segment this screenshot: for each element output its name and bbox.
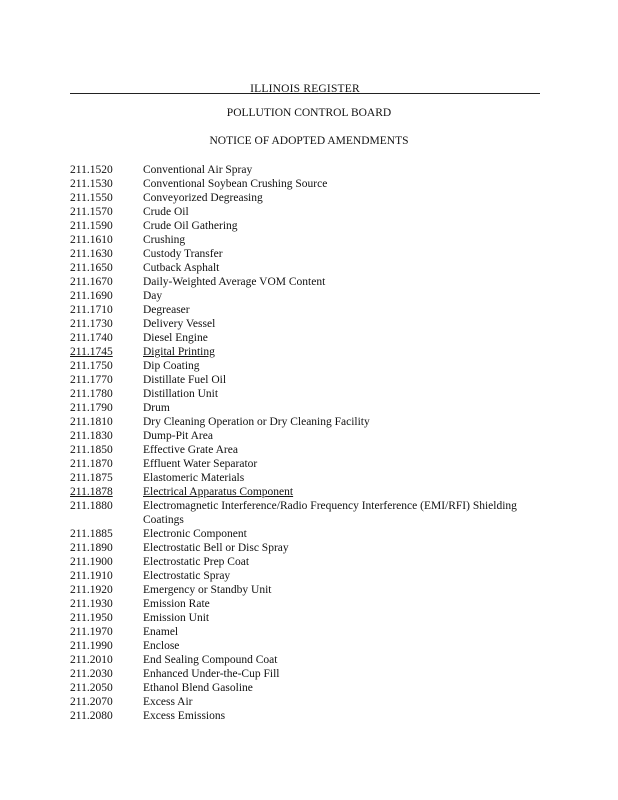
section-number: 211.1930 [70,598,113,610]
definition-row [70,499,550,527]
definition-term: Degreaser [143,304,190,316]
register-header-rule [70,79,540,94]
notice-title: NOTICE OF ADOPTED AMENDMENTS [209,135,409,147]
definition-row [70,387,550,401]
section-number: 211.1610 [70,234,113,246]
section-number: 211.1730 [70,318,113,330]
definition-term: Electrostatic Prep Coat [143,556,250,568]
section-number: 211.1590 [70,220,113,232]
definitions-list [70,163,550,723]
definition-term: Crude Oil [143,206,189,218]
definition-row [70,373,550,387]
definition-row [70,681,550,695]
definition-term: End Sealing Compound Coat [143,654,278,666]
definition-row [70,541,550,555]
agency-name: POLLUTION CONTROL BOARD [226,107,392,119]
definition-row [70,345,550,359]
definition-term: Crude Oil Gathering [143,220,238,232]
definition-row [70,709,550,723]
definition-row [70,429,550,443]
definition-row [70,359,550,373]
definition-row [70,205,550,219]
definition-term: Drum [143,402,170,414]
definition-row [70,485,550,499]
definition-row [70,191,550,205]
definition-row [70,317,550,331]
definition-row [70,527,550,541]
section-number: 211.1770 [70,374,113,386]
definition-row [70,275,550,289]
definition-term: Crushing [143,234,186,246]
definition-term: Daily-Weighted Average VOM Content [143,276,326,288]
definition-term: Day [143,290,163,302]
definition-row [70,331,550,345]
register-title: ILLINOIS REGISTER [250,83,360,95]
definition-term: Elastomeric Materials [143,472,245,484]
definition-term: Electrostatic Spray [143,570,231,582]
section-number: 211.1900 [70,556,113,568]
definition-term: Electrical Apparatus Component [143,486,294,498]
definition-term: Delivery Vessel [143,318,216,330]
section-number: 211.1550 [70,192,113,204]
section-number: 211.1740 [70,332,113,344]
section-number: 211.1950 [70,612,113,624]
definition-row [70,219,550,233]
definition-row [70,667,550,681]
definition-term: Effluent Water Separator [143,458,258,470]
section-number: 211.1710 [70,304,113,316]
section-number: 211.1850 [70,444,113,456]
definition-row [70,639,550,653]
section-number: 211.2010 [70,654,113,666]
section-number: 211.1830 [70,430,113,442]
section-number: 211.2050 [70,682,113,694]
definition-term: Conventional Air Spray [143,164,253,176]
section-number: 211.1745 [70,346,113,358]
definition-term: Digital Printing [143,346,215,358]
definition-row [70,695,550,709]
definition-term: Emergency or Standby Unit [143,584,272,596]
definition-row [70,303,550,317]
definition-term: Electromagnetic Interference/Radio Frequency Interference (EMI/RFI) Shielding Coatings [143,500,517,526]
definition-term: Excess Emissions [143,710,226,722]
definition-term: Enclose [143,640,180,652]
definition-row [70,401,550,415]
section-number: 211.2030 [70,668,113,680]
section-number: 211.1810 [70,416,113,428]
definition-row [70,443,550,457]
definition-row [70,611,550,625]
section-number: 211.1875 [70,472,113,484]
definition-row [70,583,550,597]
section-number: 211.1750 [70,360,113,372]
section-number: 211.1880 [70,500,113,512]
definition-row [70,415,550,429]
definition-row [70,625,550,639]
definition-row [70,233,550,247]
definition-term: Excess Air [143,696,193,708]
section-number: 211.2080 [70,710,113,722]
definition-row [70,177,550,191]
definition-term: Diesel Engine [143,332,208,344]
section-number: 211.1520 [70,164,113,176]
definition-row [70,163,550,177]
definition-term: Enamel [143,626,179,638]
definition-term: Dump-Pit Area [143,430,213,442]
definition-term: Emission Rate [143,598,210,610]
definition-term: Cutback Asphalt [143,262,220,274]
definition-row [70,261,550,275]
definition-term: Custody Transfer [143,248,223,260]
section-number: 211.1570 [70,206,113,218]
definition-row [70,457,550,471]
section-number: 211.1878 [70,486,113,498]
definition-term: Effective Grate Area [143,444,238,456]
definition-term: Ethanol Blend Gasoline [143,682,253,694]
definition-row [70,289,550,303]
definition-term: Electrostatic Bell or Disc Spray [143,542,289,554]
section-number: 211.1870 [70,458,113,470]
definition-row [70,471,550,485]
definition-row [70,597,550,611]
definition-term: Electronic Component [143,528,247,540]
definition-term: Distillation Unit [143,388,219,400]
definition-term: Dry Cleaning Operation or Dry Cleaning Facility [143,416,370,428]
definition-term: Emission Unit [143,612,210,624]
section-number: 211.1790 [70,402,113,414]
section-number: 211.1630 [70,248,113,260]
section-number: 211.1780 [70,388,113,400]
definition-term: Dip Coating [143,360,200,372]
section-number: 211.1670 [70,276,113,288]
definition-row [70,569,550,583]
section-number: 211.1530 [70,178,113,190]
section-number: 211.1890 [70,542,113,554]
section-number: 211.1970 [70,626,113,638]
section-number: 211.1885 [70,528,113,540]
definition-term: Conventional Soybean Crushing Source [143,178,328,190]
section-number: 211.1650 [70,262,113,274]
section-number: 211.1990 [70,640,113,652]
definition-term: Distillate Fuel Oil [143,374,227,386]
section-number: 211.1690 [70,290,113,302]
definition-term: Enhanced Under-the-Cup Fill [143,668,280,680]
definition-row [70,555,550,569]
definition-row [70,653,550,667]
section-number: 211.1910 [70,570,113,582]
definition-term: Conveyorized Degreasing [143,192,263,204]
definition-row [70,247,550,261]
section-number: 211.2070 [70,696,113,708]
section-number: 211.1920 [70,584,113,596]
